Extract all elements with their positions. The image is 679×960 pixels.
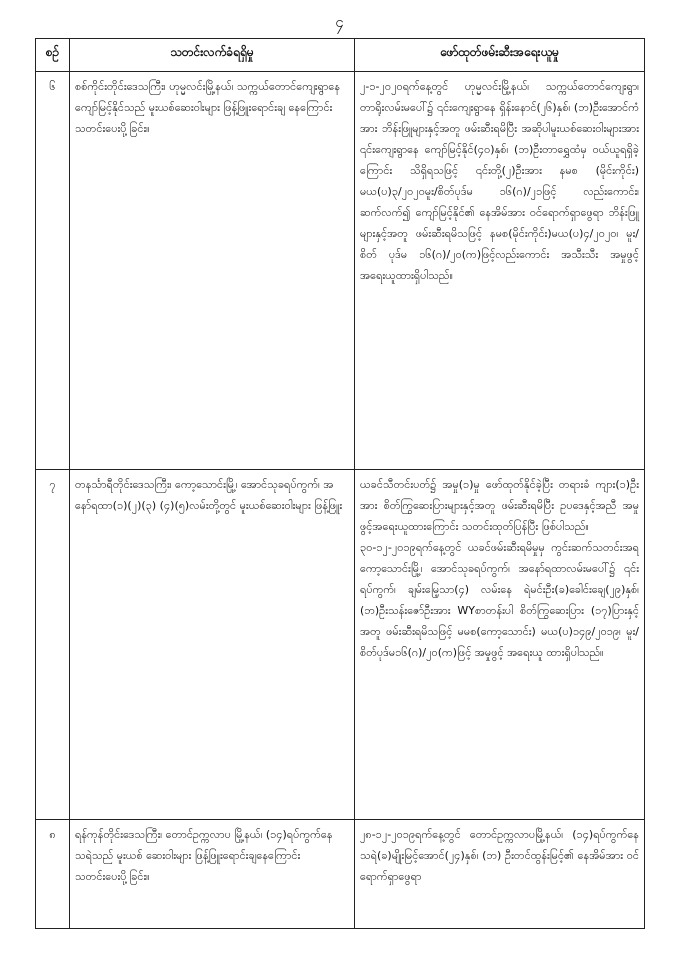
table-row [36, 72, 645, 470]
row-serial: ၆ [36, 72, 70, 470]
header-action-taken: ဖော်ထုတ်ဖမ်းဆီးအရေးယူမှု [355, 39, 645, 72]
table-row [36, 820, 645, 929]
row-action [355, 470, 645, 820]
row-information [70, 72, 355, 470]
action-text: ၂၈-၁၂-၂၀၁၉ရက်နေ့တွင် တောင်ဥက္ကလာပမြို့နယ်၊ (၁၄)ရပ်ကွက်နေ သရဲ(ခ)မျိုးမြင့်အောင်(၂၄)နှစ်၊ (ဘ) ဦးတင်ထွန်းမြင့်၏ နေအိမ်အား ဝင်ရောက်ရှာဖွေရာ [360, 828, 639, 883]
page-number: ၄ [335, 13, 344, 31]
table-header-row [36, 39, 645, 72]
report-table [35, 38, 645, 929]
table-row [36, 470, 645, 820]
action-text: ၃၀-၁၂-၂၀၁၉ရက်နေ့တွင် ယခင်ဖမ်းဆီးရမိမှုမှ ကွင်းဆက်သတင်းအရ ကော့သောင်းမြို့၊ အောင်သုခရပ်ကွက်၊ အနော်ရထာလမ်းမပေါ်၌ ၎င်းရပ်ကွက်၊ ချမ်းမြေ့သာ(၄) လမ်းနေ ရဲမင်းဦး(ခ)ခေါင်းချေ(၂၉)နှစ်၊ (ဘ)ဦးသန်းဇော်ဦးအား WYစာတန်းပါ စိတ်ကြွဆေးပြား (၁၇)ပြားနှင့်အတူ ဖမ်းဆီးရမိသဖြင့် မမစ(ကော့သောင်း) မယ(ပ)၁၄၉/၂၀၁၉၊ မူး/စိတ်ပုဒ်မ၁၆(ဂ)/၂၀(က)ဖြင့် အမှုဖွင့် အရေးယူ ထားရှိပါသည်။ [360, 541, 639, 659]
row-action [355, 72, 645, 470]
action-text: ယခင်သီတင်းပတ်၌ အမှု(၁)မှု ဖော်ထုတ်နိုင်ခဲ့ပြီး တရားခံ ကျား(၁)ဦးအား စိတ်ကြွဆေးပြားများနှင့်အတူ ဖမ်းဆီးရမိပြီး ဥပဒေနှင့်အညီ အမှုဖွင့်အရေးယူထားကြောင်း သတင်းထုတ်ပြန်ပြီး ဖြစ်ပါသည်။ [360, 478, 639, 533]
row-serial: ၈ [36, 820, 70, 929]
row-action [355, 820, 645, 929]
header-information-received: သတင်းလက်ခံရရှိမှု [70, 39, 355, 72]
row-information [70, 820, 355, 929]
header-serial: စဉ် [36, 39, 70, 72]
information-text: ရန်ကုန်တိုင်းဒေသကြီး၊ တောင်ဥက္ကလာပ မြို့နယ်၊ (၁၄)ရပ်ကွက်နေ သရဲသည် မူးယစ် ဆေးဝါးများ ဖြန့်ဖြူးရောင်းချနေကြောင်း သတင်းပေးပို့ခြင်း။ [75, 828, 333, 883]
row-serial: ၇ [36, 470, 70, 820]
row-information [70, 470, 355, 820]
information-text: တနင်္သာရီတိုင်းဒေသကြီး၊ ကော့သောင်းမြို့၊ အောင်သုခရပ်ကွက်၊ အနော်ရထာ(၁)(၂)(၃) (၄)(၅)လမ်းတို့တွင် မူးယစ်ဆေးဝါးများ ဖြန့်ဖြူး [75, 478, 343, 512]
information-text: စစ်ကိုင်းတိုင်းဒေသကြီး၊ ဟုမ္မလင်းမြို့နယ်၊ သက္ကယ်တောင်ကျေးရွာနေ ကျော်မြင့်နိုင်သည် မူးယစ်ဆေးဝါးများ ဖြန့်ဖြူးရောင်းချ နေကြောင်း သတင်းပေးပို့ခြင်း။ [75, 80, 341, 135]
action-text: ၂-၁-၂၀၂၀ရက်နေ့တွင် ဟုမ္မလင်းမြို့နယ်၊ သက္ကယ်တောင်ကျေးရွာ၊ တာရိုးလမ်းမပေါ်၌ ၎င်းကျေးရွာနေ ရှိန်းနောင်(၂၆)နှစ်၊ (ဘ)ဦးအောင်ကံအား ဘိန်းဖြူများနှင့်အတူ ဖမ်းဆီးရမိပြီး အဆိုပါမူးယစ်ဆေးဝါးများအား ၎င်းကျေးရွာနေ ကျော်မြင့်နိုင်(၄၀)နှစ်၊ (ဘ)ဦးတာရွှေထံမှ ဝယ်ယူရရှိခဲ့ကြောင်း သိရှိရသဖြင့် ၎င်းတို့(၂)ဦးအား နမစ (မိုင်းကိုင်း) မယ(ပ)၃/၂၀၂၀မူး/စိတ်ပုဒ်မ ၁၆(ဂ)/၂၁ဖြင့် လည်းကောင်း၊ ဆက်လက်၍ ကျော်မြင့်နိုင်၏ နေအိမ်အား ဝင်ရောက်ရှာဖွေရာ ဘိန်းဖြူများနှင့်အတူ ဖမ်းဆီးရမိသဖြင့် နမစ(မိုင်းကိုင်း)မယ(ပ)၄/၂၀၂၀၊ မူး/စိတ် ပုဒ်မ ၁၆(ဂ)/၂၀(က)ဖြင့်လည်းကောင်း အသီးသီး အမှုဖွင့် အရေးယူထားရှိပါသည်။ [360, 80, 639, 282]
